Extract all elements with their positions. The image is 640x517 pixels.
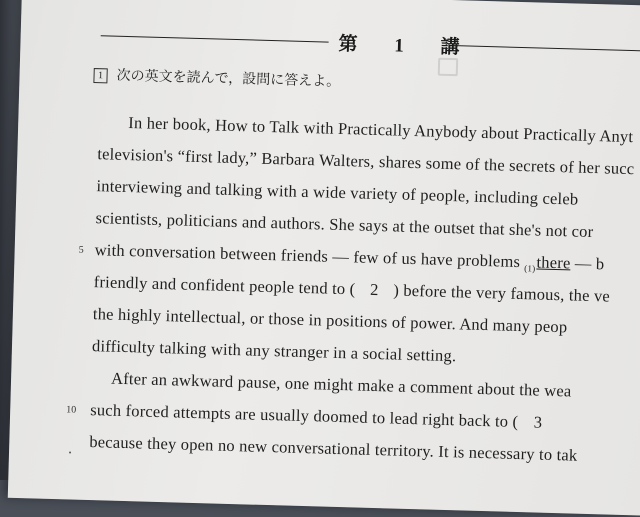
- instruction-text: 次の英文を読んで，設問に答えよ。: [116, 68, 341, 90]
- header-rule-left: [101, 35, 329, 42]
- blank-2: 2: [369, 279, 379, 300]
- passage-line-5: with conversation between friends — few of us have problems $_{(1)}$there — b: [94, 240, 605, 274]
- line-number-5: 5: [78, 244, 84, 256]
- passage-line-1: In her book, How to Talk with Practically Anybody about Practically Anyt: [128, 113, 634, 147]
- passage-line-3: interviewing and talking with a wide variety of people, including celeb: [96, 176, 579, 209]
- question-number-box: 1: [93, 68, 107, 83]
- passage-line-9: After an awkward pause, one might make a comment about the wea: [110, 368, 572, 401]
- faded-margin-mark: [438, 58, 458, 77]
- line-number-10: 10: [66, 404, 77, 416]
- passage-line-10: such forced attempts are usually doomed to lead right back to ( 3: [90, 400, 547, 433]
- lecture-title: 第 1 講: [338, 33, 476, 59]
- lecture-header: [100, 24, 640, 61]
- passage-line-2: television's “first lady,” Barbara Walters, shares some of the secrets of her succ: [97, 144, 635, 179]
- page-speck: [69, 451, 71, 453]
- question-instruction: [93, 64, 340, 91]
- underline-ref-1: (1): [524, 263, 536, 274]
- passage-line-7: the highly intellectual, or those in positions of power. And many peop: [92, 304, 568, 337]
- passage-line-4: scientists, politicians and authors. She says at the outset that she's not cor: [95, 208, 594, 242]
- underlined-word-there: there: [536, 252, 571, 273]
- blank-3: 3: [533, 412, 543, 432]
- passage-line-6: friendly and confident people tend to ( 2 ) before the very famous, the ve: [93, 272, 611, 306]
- passage-line-8: difficulty talking with any stranger in a social setting.: [91, 336, 457, 366]
- header-rule-right: [456, 45, 640, 53]
- textbook-page: [8, 0, 640, 516]
- passage-line-11: because they open no new conversational territory. It is necessary to tak: [89, 432, 578, 465]
